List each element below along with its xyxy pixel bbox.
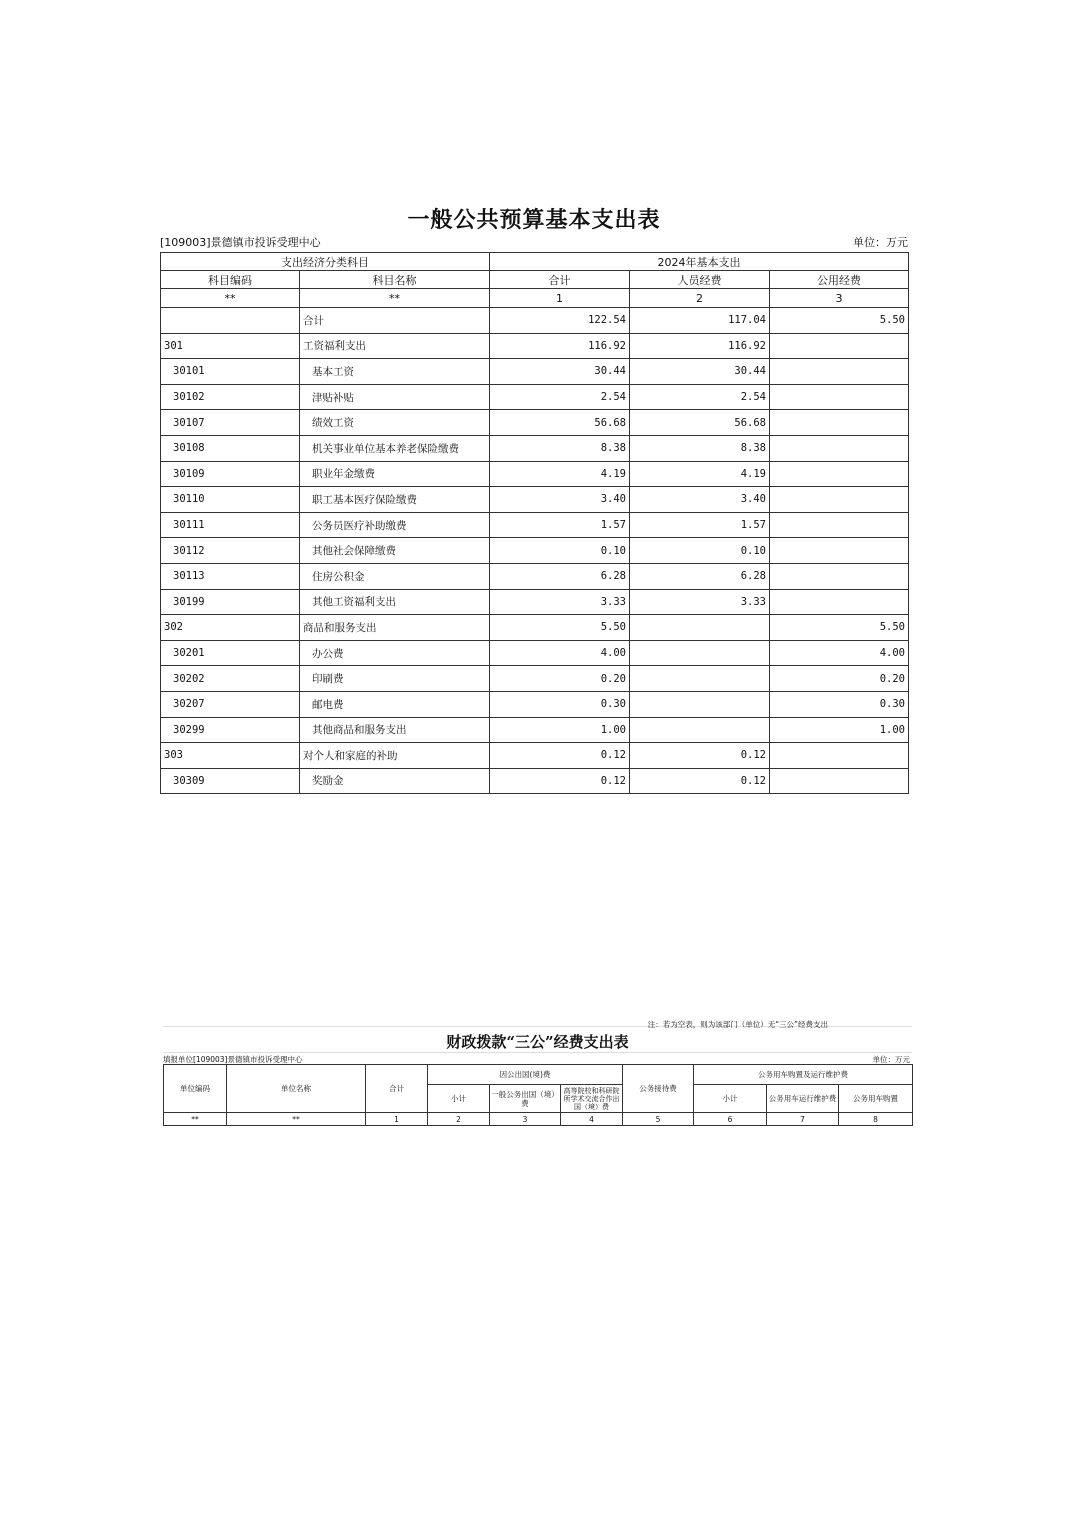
table1-title: 一般公共预算基本支出表 — [407, 207, 661, 233]
table1-meta — [160, 230, 908, 252]
row-name: 职业年金缴费 — [300, 461, 490, 487]
row-public — [770, 333, 909, 359]
row-name: 住房公积金 — [300, 563, 490, 589]
row-public: 5.50 — [770, 308, 909, 334]
row-code: 30299 — [161, 717, 300, 743]
table-row — [161, 666, 909, 692]
row-name: 其他社会保障缴费 — [300, 538, 490, 564]
row-code — [161, 308, 300, 334]
row-personnel — [630, 615, 770, 641]
row-name: 印刷费 — [300, 666, 490, 692]
row-total: 5.50 — [490, 615, 630, 641]
row-code: 30201 — [161, 640, 300, 666]
row-name: 商品和服务支出 — [300, 615, 490, 641]
row-code: 30107 — [161, 410, 300, 436]
row-personnel: 30.44 — [630, 359, 770, 385]
row-personnel: 4.19 — [630, 461, 770, 487]
header-total: 合计 — [490, 271, 630, 289]
t2-header-abroad-subtotal: 小计 — [428, 1085, 490, 1113]
row-public — [770, 461, 909, 487]
t2-header-abroad-academic: 高等院校和科研院所学术交流合作出国（境）费 — [561, 1085, 623, 1113]
row-code: 30109 — [161, 461, 300, 487]
row-public — [770, 359, 909, 385]
header-econ-category: 支出经济分类科目 — [161, 253, 490, 271]
row-total: 56.68 — [490, 410, 630, 436]
row-name: 职工基本医疗保险缴费 — [300, 487, 490, 513]
row-personnel: 0.12 — [630, 768, 770, 794]
row-public — [770, 768, 909, 794]
table1-column-header-row — [161, 271, 909, 289]
table1-unit-code: [109003]景德镇市投诉受理中心 — [160, 236, 321, 249]
row-code: 30101 — [161, 359, 300, 385]
row-personnel — [630, 691, 770, 717]
row-public — [770, 538, 909, 564]
table-row — [161, 487, 909, 513]
row-name: 其他商品和服务支出 — [300, 717, 490, 743]
t2-index-cell: 5 — [623, 1113, 694, 1126]
basic-expenditure-sheet — [160, 186, 908, 794]
t2-header-vehicle-subtotal: 小计 — [694, 1085, 767, 1113]
table2-note: 注：若为空表，则为该部门（单位）无“三公”经费支出 — [647, 1020, 828, 1029]
three-public-expenses-table — [163, 1064, 913, 1126]
row-name: 津贴补贴 — [300, 384, 490, 410]
row-total: 0.12 — [490, 743, 630, 769]
row-name: 奖励金 — [300, 768, 490, 794]
row-personnel: 2.54 — [630, 384, 770, 410]
row-code: 302 — [161, 615, 300, 641]
row-code: 30113 — [161, 563, 300, 589]
t2-index-cell: 4 — [561, 1113, 623, 1126]
row-code: 30111 — [161, 512, 300, 538]
table-row — [161, 563, 909, 589]
row-public: 4.00 — [770, 640, 909, 666]
row-personnel — [630, 717, 770, 743]
row-total: 3.33 — [490, 589, 630, 615]
row-total: 1.00 — [490, 717, 630, 743]
index-code: ** — [161, 289, 300, 308]
row-name: 其他工资福利支出 — [300, 589, 490, 615]
table-row — [161, 743, 909, 769]
table2-unit-left: 填报单位[109003]景德镇市投诉受理中心 — [163, 1055, 303, 1064]
row-total: 30.44 — [490, 359, 630, 385]
row-total: 122.54 — [490, 308, 630, 334]
table-row — [161, 333, 909, 359]
row-code: 30112 — [161, 538, 300, 564]
row-total: 116.92 — [490, 333, 630, 359]
table-row — [161, 768, 909, 794]
row-personnel: 3.33 — [630, 589, 770, 615]
row-personnel: 56.68 — [630, 410, 770, 436]
t2-header-reception: 公务接待费 — [623, 1065, 694, 1113]
table1-index-row — [161, 289, 909, 308]
table-row — [161, 308, 909, 334]
row-total: 6.28 — [490, 563, 630, 589]
row-total: 0.30 — [490, 691, 630, 717]
table2-title: 财政拨款“三公”经费支出表 — [446, 1033, 629, 1051]
t2-index-cell: 8 — [839, 1113, 913, 1126]
row-name: 公务员医疗补助缴费 — [300, 512, 490, 538]
row-total: 8.38 — [490, 435, 630, 461]
t2-index-cell: ** — [227, 1113, 366, 1126]
row-public — [770, 743, 909, 769]
row-personnel: 1.57 — [630, 512, 770, 538]
row-personnel: 116.92 — [630, 333, 770, 359]
table-row — [161, 359, 909, 385]
t2-header-vehicle-purchase: 公务用车购置 — [839, 1085, 913, 1113]
row-name: 工资福利支出 — [300, 333, 490, 359]
row-code: 30202 — [161, 666, 300, 692]
row-total: 1.57 — [490, 512, 630, 538]
table-row — [161, 640, 909, 666]
t2-header-unit-code: 单位编码 — [164, 1065, 227, 1113]
index-personnel: 2 — [630, 289, 770, 308]
table-row — [161, 589, 909, 615]
row-personnel: 8.38 — [630, 435, 770, 461]
t2-index-cell: 1 — [366, 1113, 428, 1126]
row-total: 2.54 — [490, 384, 630, 410]
row-code: 301 — [161, 333, 300, 359]
row-total: 4.00 — [490, 640, 630, 666]
row-code: 30207 — [161, 691, 300, 717]
t2-index-cell: 7 — [767, 1113, 839, 1126]
t2-index-cell: 2 — [428, 1113, 490, 1126]
row-public: 0.30 — [770, 691, 909, 717]
row-code: 30110 — [161, 487, 300, 513]
row-code: 30309 — [161, 768, 300, 794]
row-public — [770, 384, 909, 410]
header-code: 科目编码 — [161, 271, 300, 289]
basic-expenditure-table — [160, 252, 909, 794]
table2-header-row-1 — [164, 1065, 913, 1085]
row-name: 机关事业单位基本养老保险缴费 — [300, 435, 490, 461]
faint-line-mid — [163, 1052, 912, 1053]
row-public — [770, 487, 909, 513]
table-row — [161, 615, 909, 641]
table1-group-header-row — [161, 253, 909, 271]
row-name: 基本工资 — [300, 359, 490, 385]
t2-index-cell: 3 — [490, 1113, 561, 1126]
row-public — [770, 435, 909, 461]
row-personnel: 0.12 — [630, 743, 770, 769]
row-code: 303 — [161, 743, 300, 769]
row-total: 0.12 — [490, 768, 630, 794]
table-row — [161, 691, 909, 717]
row-name: 邮电费 — [300, 691, 490, 717]
row-public: 5.50 — [770, 615, 909, 641]
row-personnel: 117.04 — [630, 308, 770, 334]
t2-index-cell: ** — [164, 1113, 227, 1126]
row-total: 0.10 — [490, 538, 630, 564]
table1-unit-label: 单位：万元 — [853, 236, 908, 249]
table2-unit-right: 单位：万元 — [872, 1055, 910, 1064]
table-row — [161, 410, 909, 436]
t2-index-cell: 6 — [694, 1113, 767, 1126]
row-public — [770, 410, 909, 436]
row-code: 30199 — [161, 589, 300, 615]
table-row — [161, 717, 909, 743]
row-public — [770, 589, 909, 615]
index-name: ** — [300, 289, 490, 308]
table-row — [161, 384, 909, 410]
row-total: 0.20 — [490, 666, 630, 692]
index-total: 1 — [490, 289, 630, 308]
header-personnel: 人员经费 — [630, 271, 770, 289]
index-public: 3 — [770, 289, 909, 308]
row-name: 办公费 — [300, 640, 490, 666]
row-name: 合计 — [300, 308, 490, 334]
header-public: 公用经费 — [770, 271, 909, 289]
row-name: 对个人和家庭的补助 — [300, 743, 490, 769]
t2-header-unit-name: 单位名称 — [227, 1065, 366, 1113]
row-code: 30108 — [161, 435, 300, 461]
header-basic-2024: 2024年基本支出 — [490, 253, 909, 271]
header-name: 科目名称 — [300, 271, 490, 289]
table-row — [161, 435, 909, 461]
row-public — [770, 512, 909, 538]
table-row — [161, 538, 909, 564]
row-total: 4.19 — [490, 461, 630, 487]
row-public: 1.00 — [770, 717, 909, 743]
row-code: 30102 — [161, 384, 300, 410]
row-personnel — [630, 666, 770, 692]
row-name: 绩效工资 — [300, 410, 490, 436]
row-public — [770, 563, 909, 589]
row-personnel: 6.28 — [630, 563, 770, 589]
table-row — [161, 512, 909, 538]
row-public: 0.20 — [770, 666, 909, 692]
t2-header-abroad-general: 一般公务出国（境）费 — [490, 1085, 561, 1113]
table-row — [161, 461, 909, 487]
row-total: 3.40 — [490, 487, 630, 513]
t2-header-abroad-group: 因公出国(境)费 — [428, 1065, 623, 1085]
row-personnel: 3.40 — [630, 487, 770, 513]
t2-header-vehicle-maint: 公务用车运行维护费 — [767, 1085, 839, 1113]
row-personnel — [630, 640, 770, 666]
table2-index-row — [164, 1113, 913, 1126]
row-personnel: 0.10 — [630, 538, 770, 564]
t2-header-vehicle-group: 公务用车购置及运行维护费 — [694, 1065, 913, 1085]
t2-header-total: 合计 — [366, 1065, 428, 1113]
